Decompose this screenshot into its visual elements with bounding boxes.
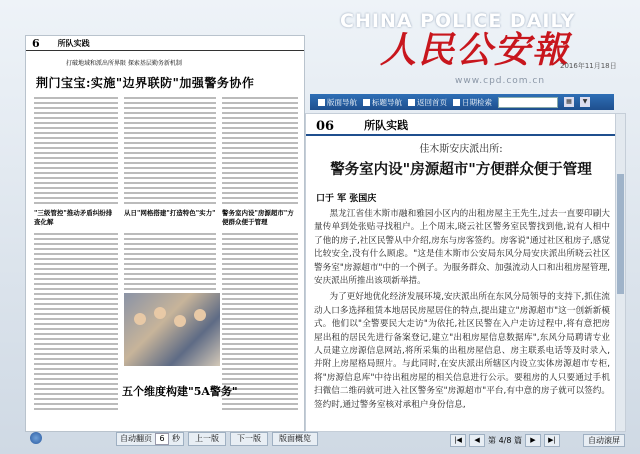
thumbnail-article-2[interactable]: 从日"网格搭建"打造特色"实力" bbox=[124, 209, 216, 217]
next-page-button[interactable]: 下一版 bbox=[230, 432, 268, 446]
issue-date: 2016年11月18日 bbox=[560, 62, 617, 70]
article-panel bbox=[305, 113, 617, 432]
prev-article-button[interactable]: ◀ bbox=[469, 434, 485, 447]
masthead-english: CHINA POLICE DAILY bbox=[340, 10, 576, 32]
search-icon bbox=[453, 99, 460, 106]
thumbnail-text-col-5 bbox=[124, 230, 216, 293]
scroll-thumb[interactable] bbox=[617, 174, 624, 294]
last-article-button[interactable]: ▶| bbox=[544, 434, 560, 447]
thumbnail-kicker: 打破地域和派出所界限 探索基层勤务新机制 bbox=[66, 60, 182, 67]
thumbnail-bottom-headline[interactable]: 五个维度构建"5A警务" bbox=[122, 385, 238, 398]
home-button[interactable]: 返回首页 bbox=[408, 97, 447, 108]
dropdown-arrow-icon[interactable]: ▼ bbox=[580, 97, 590, 107]
date-input[interactable] bbox=[498, 97, 558, 108]
thumbnail-page-number: 6 bbox=[32, 36, 40, 50]
toolbar bbox=[310, 94, 614, 110]
thumbnail-text-col-2 bbox=[124, 94, 216, 207]
page-overview-button[interactable]: 版面概览 bbox=[272, 432, 318, 446]
article-scrollbar[interactable] bbox=[615, 113, 626, 432]
auto-scroll-button[interactable]: 自动滚屏 bbox=[583, 434, 625, 447]
masthead-logo: 人民公安報 bbox=[380, 29, 571, 71]
article-header bbox=[306, 114, 616, 136]
auto-flip-control[interactable] bbox=[116, 432, 184, 446]
thumbnail-text-col-4 bbox=[34, 230, 118, 413]
layout-icon bbox=[318, 99, 325, 106]
nav-layout-button[interactable]: 版面导航 bbox=[318, 97, 357, 108]
thumbnail-header bbox=[26, 36, 304, 51]
article-index: 第 4/8 篇 bbox=[488, 435, 522, 445]
thumbnail-text-col-1 bbox=[34, 94, 118, 207]
article-section: 所队实践 bbox=[364, 119, 409, 132]
thumbnail-photo bbox=[124, 293, 220, 366]
article-pager bbox=[305, 433, 625, 447]
site-url: www.cpd.com.cn bbox=[455, 76, 546, 86]
thumbnail-headline[interactable]: 荆门宝宝:实施"边界联防"加强警务协作 bbox=[36, 76, 255, 90]
thumbnail-text-col-3 bbox=[222, 94, 298, 207]
home-icon bbox=[408, 99, 415, 106]
article-paragraph: 为了更好地优化经济发展环境,安庆派出所在东风分局领导的支持下,抓住流动人口多选择租赁本地居民房屋居住的特点,提出建立"房源超市"这一创新新模式。他们以"全警要民大走访"为依托,社区民警在入户走访过程中,将有意把房屋出租的居民先进行备案登记,建立"出租房屋信息数据库",东风分局聘请专业人员建立房源信息网站,将所采集的出租房屋信息、房主联系电话等及时录入,并附上房屋格局照片。与此同时,在安庆派出所辖区内设立实体房源超市专柜,将"房源信息库"中待出租房屋的相关信息进行公示。要租房的人只要通过手机扫微信二维码就可进入社区警务室"房源超市"平台,有中意的房子就可以签约。签约时,通过警务室核对承租户身份信息, bbox=[314, 292, 610, 410]
nav-title-button[interactable]: 标题导航 bbox=[363, 97, 402, 108]
thumbnail-section: 所队实践 bbox=[57, 37, 90, 48]
first-article-button[interactable]: |◀ bbox=[450, 434, 466, 447]
article-kicker: 佳木斯安庆派出所: bbox=[419, 144, 503, 155]
prev-page-button[interactable]: 上一版 bbox=[188, 432, 226, 446]
article-title: 警务室内设"房源超市"方便群众便于管理 bbox=[330, 161, 592, 178]
article-paragraph: 黑龙江省佳木斯市融和雅园小区内的出租房屋主王先生,过去一直要印刷大量传单到处张贴寻找租户。上个周末,晓云社区警务室民警找到他,说有人相中了他的房子,社区民警从中介绍,房东与房客签约。房客说"通过社区租房子,感觉比较安全,没有什么顾虑。"这是佳木斯市公安局东风分局安庆派出所晓云社区警务室"房源超市"中的一个例子。为服务群众、加强流动人口和出租房屋管理,安庆派出所推出该项新举措。 bbox=[314, 209, 610, 287]
auto-flip-unit: 秒 bbox=[172, 434, 180, 443]
next-article-button[interactable]: ▶ bbox=[525, 434, 541, 447]
page-thumbnail[interactable] bbox=[25, 35, 305, 432]
auto-flip-seconds[interactable]: 6 bbox=[155, 433, 169, 445]
list-icon bbox=[363, 99, 370, 106]
thumbnail-article-1[interactable]: "三级管控"推动矛盾纠纷排查化解 bbox=[34, 209, 113, 226]
article-page-number: 06 bbox=[316, 119, 335, 134]
date-search-label: 日期检索 bbox=[453, 97, 492, 108]
page-nav bbox=[28, 432, 318, 446]
thumbnail-article-3[interactable]: 警务室内设"房源超市"方便群众便于管理 bbox=[222, 209, 294, 226]
calendar-icon[interactable]: ▦ bbox=[564, 97, 574, 107]
auto-flip-label: 自动翻页 bbox=[120, 434, 152, 443]
article-byline: 口于 军 张国庆 bbox=[316, 194, 377, 204]
article-body bbox=[306, 208, 616, 412]
